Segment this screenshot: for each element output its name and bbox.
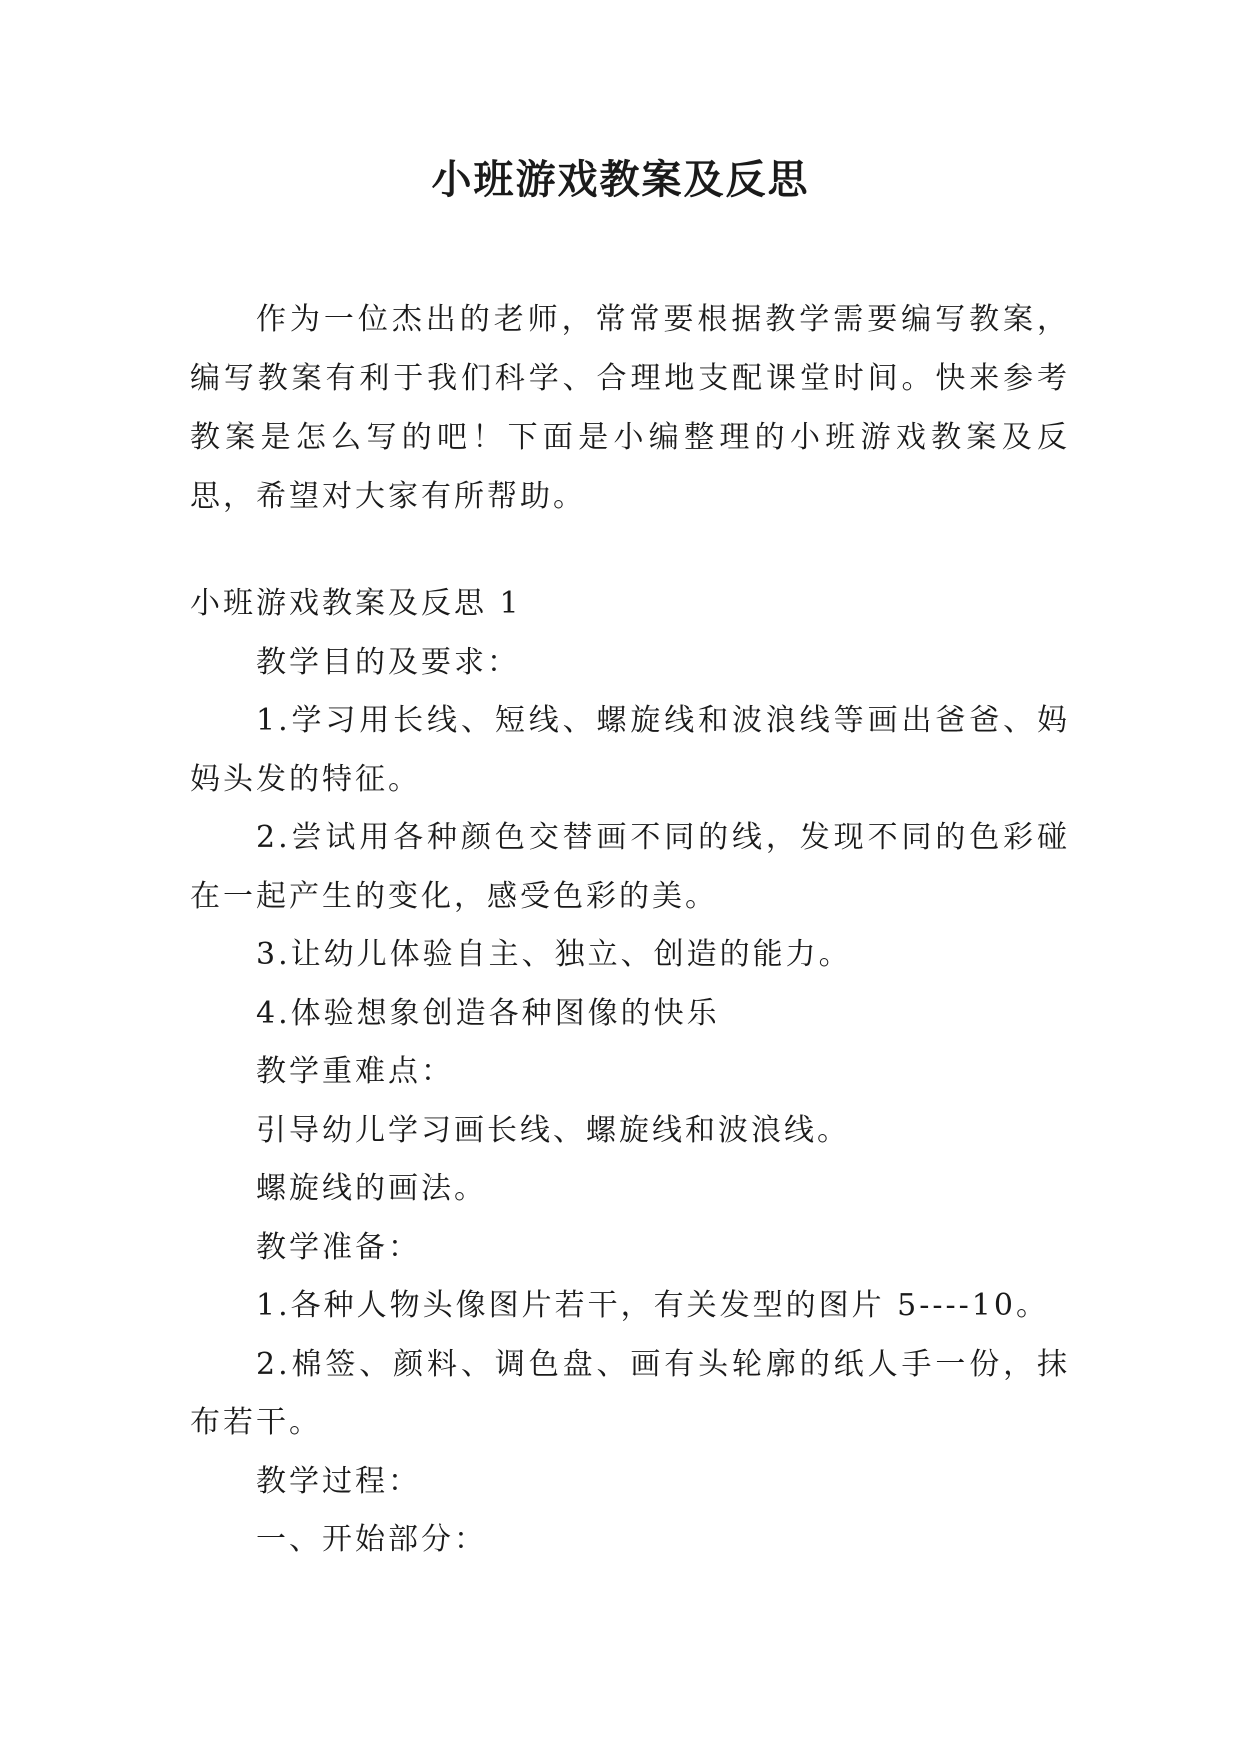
body-paragraph: 教学重难点： bbox=[256, 1054, 454, 1089]
document-body bbox=[190, 575, 1070, 1570]
body-paragraph: 教学准备： bbox=[256, 1229, 421, 1265]
body-paragraph: 4.体验想象创造各种图像的快乐 bbox=[256, 995, 720, 1031]
body-paragraph: 引导幼儿学习画长线、螺旋线和波浪线。 bbox=[256, 1112, 850, 1148]
body-paragraph: 2.棉签、颜料、调色盘、画有头轮廓的纸人手一份，抹布若干。 bbox=[190, 1346, 1070, 1440]
document-title: 小班游戏教案及反思 bbox=[431, 156, 810, 203]
section-heading: 小班游戏教案及反思 1 bbox=[190, 586, 522, 621]
body-paragraph: 螺旋线的画法。 bbox=[256, 1171, 487, 1206]
body-paragraph: 1.学习用长线、短线、螺旋线和波浪线等画出爸爸、妈妈头发的特征。 bbox=[190, 703, 1070, 797]
body-paragraph: 3.让幼儿体验自主、独立、创造的能力。 bbox=[256, 937, 852, 972]
body-paragraph: 一、开始部分： bbox=[256, 1522, 487, 1557]
body-paragraph: 教学过程： bbox=[256, 1463, 421, 1499]
body-paragraph: 教学目的及要求： bbox=[256, 644, 520, 680]
body-paragraph: 1.各种人物头像图片若干，有关发型的图片 5----10。 bbox=[256, 1288, 1049, 1323]
body-paragraph: 2.尝试用各种颜色交替画不同的线，发现不同的色彩碰在一起产生的变化，感受色彩的美。 bbox=[190, 820, 1070, 914]
intro-paragraph: 作为一位杰出的老师，常常要根据教学需要编写教案，编写教案有利于我们科学、合理地支配课堂时间。快来参考教案是怎么写的吧！下面是小编整理的小班游戏教案及反思，希望对大家有所帮助。 bbox=[190, 302, 1070, 514]
